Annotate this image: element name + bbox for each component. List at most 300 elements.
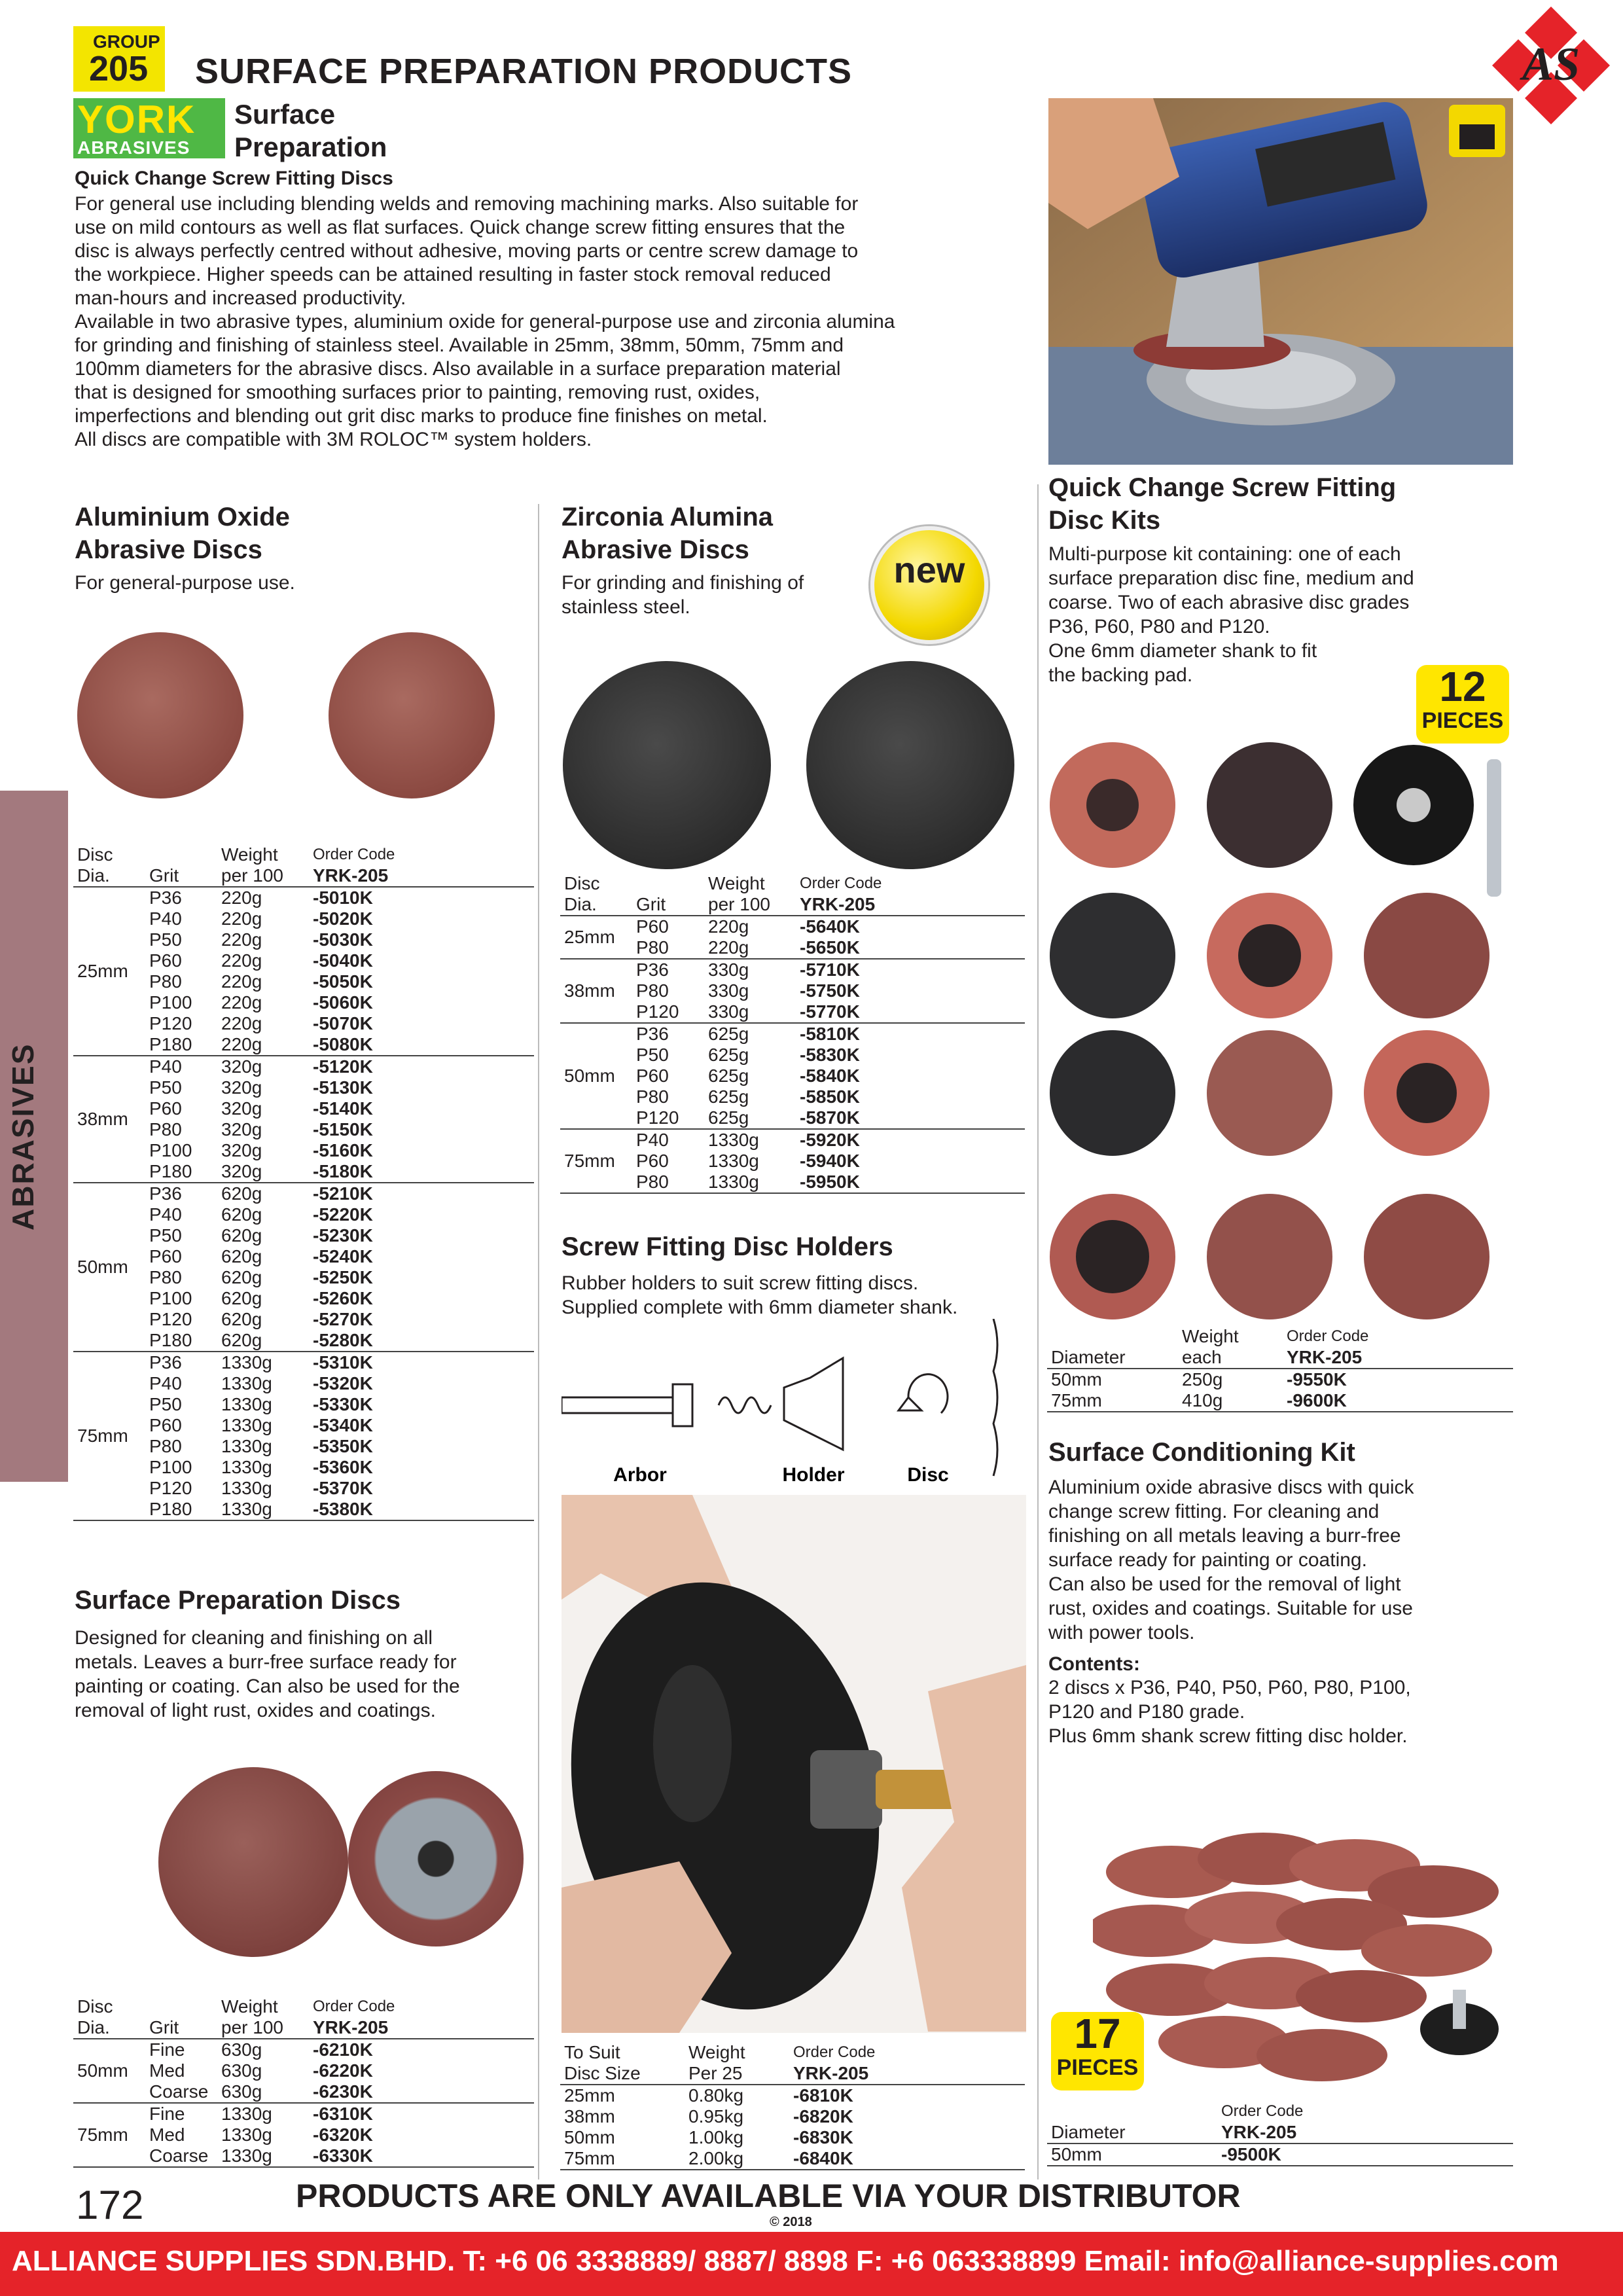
text-line: imperfections and blending out grit disc marks to produce fine finishes on metal.: [75, 405, 768, 427]
table-cell: P80: [636, 980, 669, 1001]
table-cell: 320g: [221, 1140, 262, 1160]
table-footer: [73, 1520, 534, 1524]
table-cell: -6330K: [313, 2145, 373, 2166]
table-footer-cell: [560, 1193, 1025, 1197]
diagram-label-arbor: Arbor: [613, 1464, 667, 1486]
table-footer-row: [73, 1520, 534, 1524]
table-cell: 320g: [221, 1119, 262, 1139]
column-header-line: Weight: [708, 873, 765, 893]
table-cell: 1330g: [221, 1499, 272, 1519]
table-cell: -5840K: [800, 1066, 860, 1086]
column-header-line: per 100: [708, 894, 770, 914]
table-cell: 220g: [221, 929, 262, 950]
table-cell: -5040K: [313, 950, 373, 971]
table-cell: 25mm: [564, 2085, 615, 2106]
text-line: All discs are compatible with 3M ROLOC™ system holders.: [75, 429, 592, 450]
column-header-line: Grit: [149, 865, 179, 886]
desc-line: For grinding and finishing of: [562, 572, 804, 594]
section-title-line: Disc Kits: [1048, 506, 1161, 535]
table-cell: -9600K: [1287, 1390, 1347, 1410]
distributor-notice: PRODUCTS ARE ONLY AVAILABLE VIA YOUR DISTRIBUTOR: [296, 2178, 1241, 2214]
column-header: [704, 873, 796, 916]
column-header-line: Per 25: [688, 2063, 743, 2083]
table-cell: -5360K: [313, 1457, 373, 1477]
table-cell: Med: [149, 2125, 185, 2145]
table-row: [73, 1183, 534, 1204]
table-header: [73, 1996, 534, 2039]
table-cell: 620g: [221, 1309, 262, 1329]
holder-photo: [562, 1495, 1026, 2033]
table-cell: 625g: [708, 1066, 749, 1086]
table-row: [1047, 1369, 1513, 1390]
contents-label: Contents:: [1048, 1653, 1140, 1675]
table-cell: -5350K: [313, 1436, 373, 1456]
table-cell: 220g: [221, 908, 262, 929]
table-cell: P180: [149, 1034, 192, 1054]
table-cell: 320g: [217, 1056, 309, 1077]
table-cell: -6830K: [793, 2127, 853, 2147]
text-line: removal of light rust, oxides and coatings.: [75, 1700, 436, 1721]
column-header-line: Order Code: [313, 846, 395, 863]
table-cell: -6840K: [793, 2148, 853, 2168]
column-header: [1283, 1326, 1513, 1369]
holder-shape: [784, 1358, 843, 1450]
zirconia-disc-image: [806, 661, 1014, 869]
table-footer-cell: [73, 1520, 534, 1524]
table-cell: 1330g: [221, 2125, 272, 2145]
text-line: metals. Leaves a burr-free surface ready for: [75, 1651, 457, 1673]
table-cell: 630g: [221, 2081, 262, 2102]
aluminium-title: [75, 501, 290, 566]
logo-text: AS: [1522, 38, 1580, 90]
table-cell: 1330g: [221, 1373, 272, 1393]
table-cell: 630g: [221, 2060, 262, 2081]
table-cell: 330g: [708, 980, 749, 1001]
table-cell: 1330g: [221, 1478, 272, 1498]
table-cell: -5030K: [313, 929, 373, 950]
table-cell: -5150K: [313, 1119, 373, 1139]
table-cell: -5010K: [313, 888, 373, 908]
contents-list: [1048, 1676, 1507, 1748]
table-cell: 620g: [221, 1330, 262, 1350]
table-cell: P60: [149, 1246, 182, 1266]
column-divider: [1037, 484, 1039, 2179]
table-footer-cell: [1047, 1412, 1513, 1416]
text-line: surface preparation disc fine, medium and: [1048, 567, 1414, 589]
table-cell: 2.00kg: [688, 2148, 744, 2168]
text-line: Can also be used for the removal of light: [1048, 1573, 1401, 1595]
column-header: [685, 2042, 789, 2085]
column-header-line: Weight: [688, 2042, 745, 2062]
prep-disc-image: [158, 1767, 348, 1957]
table-cell: -5160K: [313, 1140, 373, 1160]
table-header-row: [73, 844, 534, 887]
conditioning-desc: [1048, 1475, 1507, 1645]
grinder-photo: [1048, 98, 1513, 465]
table-footer: [560, 1193, 1025, 1197]
table-body: [560, 2085, 1025, 2170]
table-cell: -5320K: [313, 1373, 373, 1393]
diagram-label-holder: Holder: [782, 1464, 845, 1486]
table-cell: 75mm: [560, 1129, 632, 1193]
table-cell: -5130K: [313, 1077, 373, 1098]
table-row: [560, 2106, 1025, 2127]
table-footer-cell: [1047, 2166, 1513, 2170]
table-cell: 0.95kg: [688, 2106, 744, 2126]
table-cell: P40: [632, 1129, 704, 1151]
table-cell: P180: [149, 1161, 192, 1181]
table-cell: P36: [632, 959, 704, 980]
zirconia-table: [560, 873, 1025, 1197]
table-footer: [560, 2170, 1025, 2174]
text-line: man-hours and increased productivity.: [75, 287, 406, 309]
zirconia-desc: [562, 571, 804, 619]
table-cell: -5750K: [800, 980, 860, 1001]
table-cell: P120: [636, 1107, 679, 1128]
column-header-line: YRK-205: [313, 2017, 389, 2037]
intro-text: [75, 192, 1037, 452]
desc-line: Rubber holders to suit screw fitting discs.: [562, 1272, 919, 1294]
table-cell: P120: [636, 1001, 679, 1022]
table-cell: 620g: [221, 1225, 262, 1246]
table-cell: -5850K: [800, 1086, 860, 1107]
table-row: [560, 2127, 1025, 2148]
table-cell: 320g: [221, 1077, 262, 1098]
table-cell: -6320K: [313, 2125, 373, 2145]
table-cell: 1330g: [217, 2103, 309, 2125]
table-cell: 50mm: [1051, 1369, 1102, 1390]
column-header-line: Diameter: [1051, 2122, 1126, 2142]
table-cell: 1330g: [221, 1436, 272, 1456]
conditioning-pieces-badge: [1051, 2012, 1144, 2090]
table-row: [560, 916, 1025, 937]
text-line: 2 discs x P36, P40, P50, P60, P80, P100,: [1048, 1677, 1411, 1698]
disc-shape: [993, 1319, 997, 1476]
table-cell: -5870K: [800, 1107, 860, 1128]
conditioning-table: [1047, 2101, 1513, 2170]
table-row: [1047, 1390, 1513, 1412]
table-cell: P60: [149, 1415, 182, 1435]
column-header-line: Order Code: [313, 1998, 395, 2015]
table-row: [560, 2148, 1025, 2170]
kits-photo: [1047, 740, 1518, 1329]
table-cell: 250g: [1182, 1369, 1223, 1390]
table-cell: 50mm: [1051, 2144, 1102, 2164]
table-header-row: [1047, 2101, 1513, 2144]
zirconia-title: [562, 501, 773, 566]
footer-contact: ALLIANCE SUPPLIES SDN.BHD. T: +6 06 3338889/ 8887/ 8898 F: +6 063338899 Email: info@alliance-supplies.com: [12, 2245, 1559, 2277]
column-header: [796, 873, 1025, 916]
table-row: [1047, 2144, 1513, 2166]
table-row: [73, 2103, 534, 2125]
column-header-line: Grit: [149, 2017, 179, 2037]
table-footer-row: [560, 1193, 1025, 1197]
table-cell: P40: [149, 1373, 182, 1393]
table-cell: -5380K: [313, 1499, 373, 1519]
diagram-label-disc: Disc: [907, 1464, 949, 1486]
column-header: [73, 1996, 145, 2039]
prep-title: Surface Preparation Discs: [75, 1586, 401, 1615]
table-footer-cell: [560, 2170, 1025, 2174]
table-cell: 625g: [708, 1045, 749, 1065]
table-cell: 50mm: [77, 2060, 128, 2081]
table-cell: P100: [149, 1288, 192, 1308]
table-cell: -5280K: [313, 1330, 373, 1350]
table-cell: 1330g: [217, 1352, 309, 1373]
table-body: [73, 887, 534, 1520]
aluminium-disc-image: [329, 632, 495, 798]
new-badge-label: new: [893, 549, 965, 590]
table-row: [73, 887, 534, 908]
table-header-row: [560, 873, 1025, 916]
column-header-line: Order Code: [1287, 1327, 1369, 1345]
table-cell: P80: [636, 1086, 669, 1107]
column-header-line: Dia.: [564, 894, 597, 914]
holders-title: Screw Fitting Disc Holders: [562, 1232, 893, 1261]
table-cell: 75mm: [73, 1352, 145, 1520]
column-header: [560, 873, 632, 916]
table-cell: -5370K: [313, 1478, 373, 1498]
table-cell: 220g: [221, 1034, 262, 1054]
table-cell: 1330g: [704, 1129, 796, 1151]
table-cell: -5080K: [313, 1034, 373, 1054]
table-cell: 25mm: [564, 927, 615, 947]
table-cell: P180: [149, 1330, 192, 1350]
table-cell: -5180K: [313, 1161, 373, 1181]
table-cell: -6230K: [313, 2081, 373, 2102]
table-cell: 1.00kg: [688, 2127, 744, 2147]
kits-table: [1047, 1326, 1513, 1416]
text-line: 100mm diameters for the abrasive discs. Also available in a surface preparation material: [75, 358, 841, 380]
table-cell: -5070K: [313, 1013, 373, 1033]
table-cell: 220g: [708, 937, 749, 958]
table-cell: 220g: [221, 971, 262, 992]
column-header: [145, 844, 217, 887]
table-cell: 330g: [704, 959, 796, 980]
text-line: the workpiece. Higher speeds can be attained resulting in faster stock removal reduced: [75, 264, 831, 285]
desc-line: Supplied complete with 6mm diameter shank.: [562, 1297, 958, 1318]
text-line: painting or coating. Can also be used for the: [75, 1676, 460, 1697]
table-cell: -5710K: [796, 959, 1025, 980]
conditioning-photo: [1093, 1833, 1512, 2094]
table-cell: -6820K: [793, 2106, 853, 2126]
table-cell: 330g: [708, 1001, 749, 1022]
table-cell: 220g: [221, 1013, 262, 1033]
table-footer-row: [1047, 1412, 1513, 1416]
table-cell: 50mm: [560, 1023, 632, 1129]
table-cell: P50: [636, 1045, 669, 1065]
text-line: Aluminium oxide abrasive discs with quick: [1048, 1477, 1414, 1498]
holder-diagram: [562, 1319, 1020, 1489]
table-cell: 75mm: [1051, 1390, 1102, 1410]
column-header-line: per 100: [221, 865, 283, 886]
table-cell: -5950K: [800, 1172, 860, 1192]
table-cell: 620g: [221, 1204, 262, 1225]
york-logo-subtext: ABRASIVES: [77, 137, 190, 158]
column-header-line: Weight: [221, 1996, 278, 2017]
table-cell: 620g: [217, 1183, 309, 1204]
text-line: finishing on all metals leaving a burr-free: [1048, 1525, 1401, 1547]
column-header-line: Weight: [221, 844, 278, 865]
column-header-line: Disc Size: [564, 2063, 641, 2083]
table-cell: P60: [636, 1066, 669, 1086]
table-header-row: [73, 1996, 534, 2039]
table-cell: -5810K: [796, 1023, 1025, 1045]
arbor-nut: [673, 1384, 692, 1426]
table-cell: -5920K: [796, 1129, 1025, 1151]
text-line: Multi-purpose kit containing: one of each: [1048, 543, 1401, 565]
column-header-line: per 100: [221, 2017, 283, 2037]
column-header-line: Order Code: [800, 874, 882, 892]
table-cell: 625g: [708, 1107, 749, 1128]
table-cell: P60: [149, 1098, 182, 1119]
text-line: disc is always perfectly centred without adhesive, moving parts or centre screw damage to: [75, 240, 859, 262]
column-header: [217, 1996, 309, 2039]
side-tab-label: ABRASIVES: [6, 1043, 40, 1230]
table-cell: 620g: [221, 1246, 262, 1266]
table-cell: 1330g: [221, 2145, 272, 2166]
table-footer-row: [1047, 2166, 1513, 2170]
section-title-line: Abrasive Discs: [562, 535, 749, 564]
text-line: with power tools.: [1048, 1622, 1195, 1643]
table-cell: P80: [149, 1436, 182, 1456]
conditioning-title: Surface Conditioning Kit: [1048, 1438, 1355, 1467]
table-cell: -6310K: [309, 2103, 534, 2125]
table-cell: 1330g: [221, 1394, 272, 1414]
table-cell: P100: [149, 992, 192, 1013]
column-header-line: Disc: [77, 844, 113, 865]
table-cell: 620g: [221, 1267, 262, 1287]
column-header: [309, 1996, 534, 2039]
brand-subtitle-line: Surface: [234, 99, 336, 130]
pieces-label: PIECES: [1421, 708, 1504, 733]
table-cell: P40: [149, 908, 182, 929]
table-cell: 1330g: [221, 1415, 272, 1435]
table-cell: P36: [149, 888, 182, 908]
table-body: [560, 916, 1025, 1193]
column-header: [217, 844, 309, 887]
column-header-line: To Suit: [564, 2042, 620, 2062]
table-row: [560, 959, 1025, 980]
table-cell: -5270K: [313, 1309, 373, 1329]
brand-subtitle-line: Preparation: [234, 132, 387, 162]
prep-disc-back-image: [348, 1771, 524, 1946]
text-line: rust, oxides and coatings. Suitable for use: [1048, 1598, 1413, 1619]
table-cell: P80: [149, 1267, 182, 1287]
table-body: [1047, 1369, 1513, 1412]
column-header-line: Order Code: [793, 2043, 876, 2061]
column-header-line: Weight: [1182, 1326, 1239, 1346]
table-cell: 410g: [1182, 1390, 1223, 1410]
table-cell: -9500K: [1221, 2144, 1281, 2164]
column-header: [560, 2042, 685, 2085]
table-header: [73, 844, 534, 887]
table-cell: P80: [636, 937, 669, 958]
zirconia-disc-image: [563, 661, 771, 869]
text-line: coarse. Two of each abrasive disc grades: [1048, 592, 1410, 613]
table-footer-row: [560, 2170, 1025, 2174]
table-cell: 620g: [221, 1288, 262, 1308]
section-title-line: Aluminium Oxide: [75, 503, 290, 531]
table-cell: 625g: [708, 1086, 749, 1107]
table-cell: P100: [149, 1457, 192, 1477]
column-header: [1217, 2101, 1513, 2144]
table-cell: -5260K: [313, 1288, 373, 1308]
aluminium-disc-image: [77, 632, 243, 798]
text-line: that is designed for smoothing surfaces prior to painting, removing rust, oxides,: [75, 382, 760, 403]
table-row: [73, 2039, 534, 2060]
column-header-line: YRK-205: [313, 865, 389, 886]
table-cell: 75mm: [73, 2103, 145, 2167]
table-cell: -5210K: [309, 1183, 534, 1204]
text-line: Plus 6mm shank screw fitting disc holder.: [1048, 1725, 1408, 1747]
table-cell: 630g: [221, 2039, 262, 2060]
table-footer: [1047, 1412, 1513, 1416]
column-header: [1047, 1326, 1178, 1369]
column-header-line: YRK-205: [1221, 2122, 1297, 2142]
table-cell: P120: [149, 1309, 192, 1329]
table-cell: P40: [145, 1056, 217, 1077]
table-cell: -5050K: [313, 971, 373, 992]
column-header: [632, 873, 704, 916]
pieces-label: PIECES: [1056, 2055, 1139, 2080]
table-cell: P80: [149, 1119, 182, 1139]
table-cell: -5250K: [313, 1267, 373, 1287]
column-header-line: Dia.: [77, 865, 110, 886]
rotate-arrow-icon: [908, 1374, 948, 1413]
column-header-line: Disc: [564, 873, 600, 893]
spring-shape: [719, 1397, 771, 1413]
table-cell: Med: [149, 2060, 185, 2081]
table-cell: Fine: [149, 2039, 185, 2060]
table-header-row: [1047, 1326, 1513, 1369]
arrow-head: [899, 1397, 921, 1410]
table-cell: -5020K: [313, 908, 373, 929]
table-cell: Coarse: [149, 2145, 209, 2166]
table-cell: -6210K: [313, 2039, 373, 2060]
column-header-line: each: [1182, 1347, 1222, 1367]
table-cell: P50: [149, 1394, 182, 1414]
text-line: surface ready for painting or coating.: [1048, 1549, 1367, 1571]
table-cell: 0.80kg: [688, 2085, 744, 2106]
group-number: 205: [89, 49, 149, 88]
kits-pieces-badge: [1416, 665, 1509, 744]
kits-title: [1048, 471, 1396, 537]
column-header-line: YRK-205: [800, 894, 876, 914]
aluminium-table: [73, 844, 534, 1524]
table-header: [560, 2042, 1025, 2085]
table-cell: -9550K: [1287, 1369, 1347, 1390]
pieces-number: 17: [1074, 2010, 1121, 2057]
table-cell: P50: [149, 1225, 182, 1246]
aluminium-desc: For general-purpose use.: [75, 572, 295, 594]
arbor-shape: [562, 1397, 673, 1413]
text-line: P120 and P180 grade.: [1048, 1701, 1245, 1723]
table-cell: 38mm: [564, 2106, 615, 2126]
table-cell: -5230K: [313, 1225, 373, 1246]
column-header: [1047, 2101, 1217, 2144]
column-header-line: Grit: [636, 894, 666, 914]
copyright: © 2018: [770, 2215, 812, 2229]
table-cell: -5140K: [313, 1098, 373, 1119]
table-cell: P100: [149, 1140, 192, 1160]
section-title-line: Quick Change Screw Fitting: [1048, 473, 1397, 502]
column-header-line: Dia.: [77, 2017, 110, 2037]
table-footer: [73, 2167, 534, 2171]
table-cell: Coarse: [149, 2081, 209, 2102]
column-header-line: Diameter: [1051, 1347, 1126, 1367]
section-title-line: Zirconia Alumina: [562, 503, 774, 531]
